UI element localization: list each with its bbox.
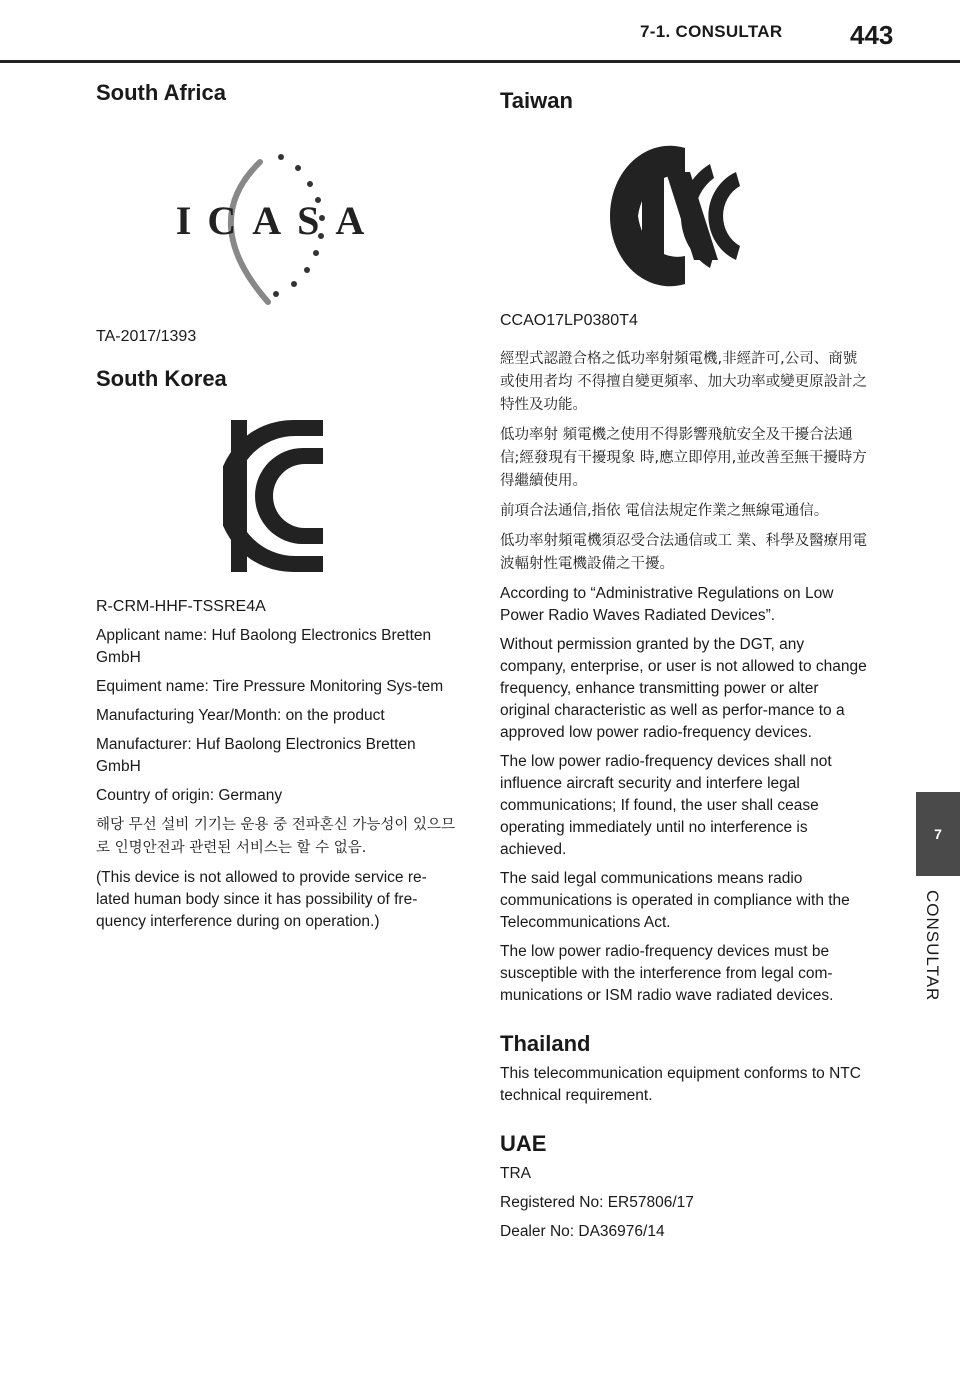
chapter-side-label: CONSULTAR [923, 890, 942, 1002]
chapter-tab[interactable]: 7 [916, 792, 960, 876]
icasa-logo-graphic [128, 132, 428, 312]
icasa-logo-text: ICASA [175, 198, 381, 243]
kc-logo [96, 416, 460, 576]
kc-equipment: Equiment name: Tire Pressure Monitoring Sys-tem [96, 678, 444, 695]
left-column [96, 80, 460, 940]
taiwan-cjk-notices [500, 348, 870, 576]
header-section-title: 7-1. CONSULTAR [640, 22, 783, 41]
icasa-number: TA-2017/1393 [96, 328, 197, 345]
kc-manufacturing-date: Manufacturing Year/Month: on the product [96, 707, 385, 724]
taiwan-paragraph: The low power radio-frequency devices shall not influence aircraft security and interfere legal communications; If found, the user shall cease operating immediately until no interference is achieved. [500, 753, 832, 858]
taiwan-cjk-paragraph: 前項合法通信,指依 電信法規定作業之無線電通信。 [500, 503, 829, 519]
icasa-logo [96, 132, 460, 312]
kc-english-notice: (This device is not allowed to provide service re-lated human body since it has possibility of fre-quency interference during on operation.) [96, 869, 427, 930]
heading-thailand: Thailand [500, 1031, 591, 1056]
ncc-logo [500, 136, 870, 296]
kc-number: R-CRM-HHF-TSSRE4A [96, 598, 266, 615]
heading-uae: UAE [500, 1131, 547, 1156]
kc-manufacturer: Manufacturer: Huf Baolong Electronics Bretten GmbH [96, 736, 416, 775]
kc-korean-notice: 해당 무선 설비 기기는 운용 중 전파혼신 가능성이 있으므로 인명안전과 관련된 서비스는 할 수 없음. [96, 817, 456, 856]
heading-taiwan: Taiwan [500, 88, 573, 113]
ncc-number: CCAO17LP0380T4 [500, 312, 638, 329]
taiwan-cjk-paragraph: 低功率射 頻電機之使用不得影響飛航安全及干擾合法通信;經發現有干擾現象 時,應立即停用,並改善至無干擾時方得繼續使用。 [500, 427, 867, 489]
taiwan-cjk-paragraph: 經型式認證合格之低功率射頻電機,非經許可,公司、商號或使用者均 不得擅自變更頻率、加大功率或變更原設計之特性及功能。 [500, 351, 868, 413]
taiwan-paragraph: According to “Administrative Regulations on Low Power Radio Waves Radiated Devices”. [500, 585, 834, 624]
taiwan-english-notices [500, 583, 870, 1007]
taiwan-cjk-paragraph: 低功率射頻電機須忍受合法通信或工 業、科學及醫療用電波輻射性電機設備之干擾。 [500, 533, 868, 572]
kc-logo-graphic [223, 416, 333, 576]
thailand-text: This telecommunication equipment conforms to NTC technical requirement. [500, 1065, 861, 1104]
kc-applicant: Applicant name: Huf Baolong Electronics Bretten GmbH [96, 627, 432, 666]
south-korea-details [96, 596, 460, 933]
uae-authority: TRA [500, 1165, 531, 1182]
taiwan-paragraph: Without permission granted by the DGT, any company, enterprise, or user is not allowed to change frequency, enhance transmitting power or alter original characteristic as well as perfor-mance to a approved low power radio-frequency devices. [500, 636, 867, 741]
ncc-logo-graphic [590, 136, 780, 296]
right-column [500, 80, 870, 1250]
uae-dealer-number: Dealer No: DA36976/14 [500, 1223, 665, 1240]
heading-south-korea: South Korea [96, 366, 227, 391]
heading-south-africa: South Africa [96, 80, 226, 105]
taiwan-paragraph: The said legal communications means radio communications is operated in compliance with the Telecommunications Act. [500, 870, 850, 931]
uae-registered-number: Registered No: ER57806/17 [500, 1194, 694, 1211]
uae-details [500, 1163, 870, 1243]
header-divider [0, 60, 960, 63]
kc-country: Country of origin: Germany [96, 787, 283, 804]
page-number: 443 [850, 20, 894, 50]
taiwan-paragraph: The low power radio-frequency devices must be susceptible with the interference from legal com-munications or ISM radio wave radiated devices. [500, 943, 834, 1004]
